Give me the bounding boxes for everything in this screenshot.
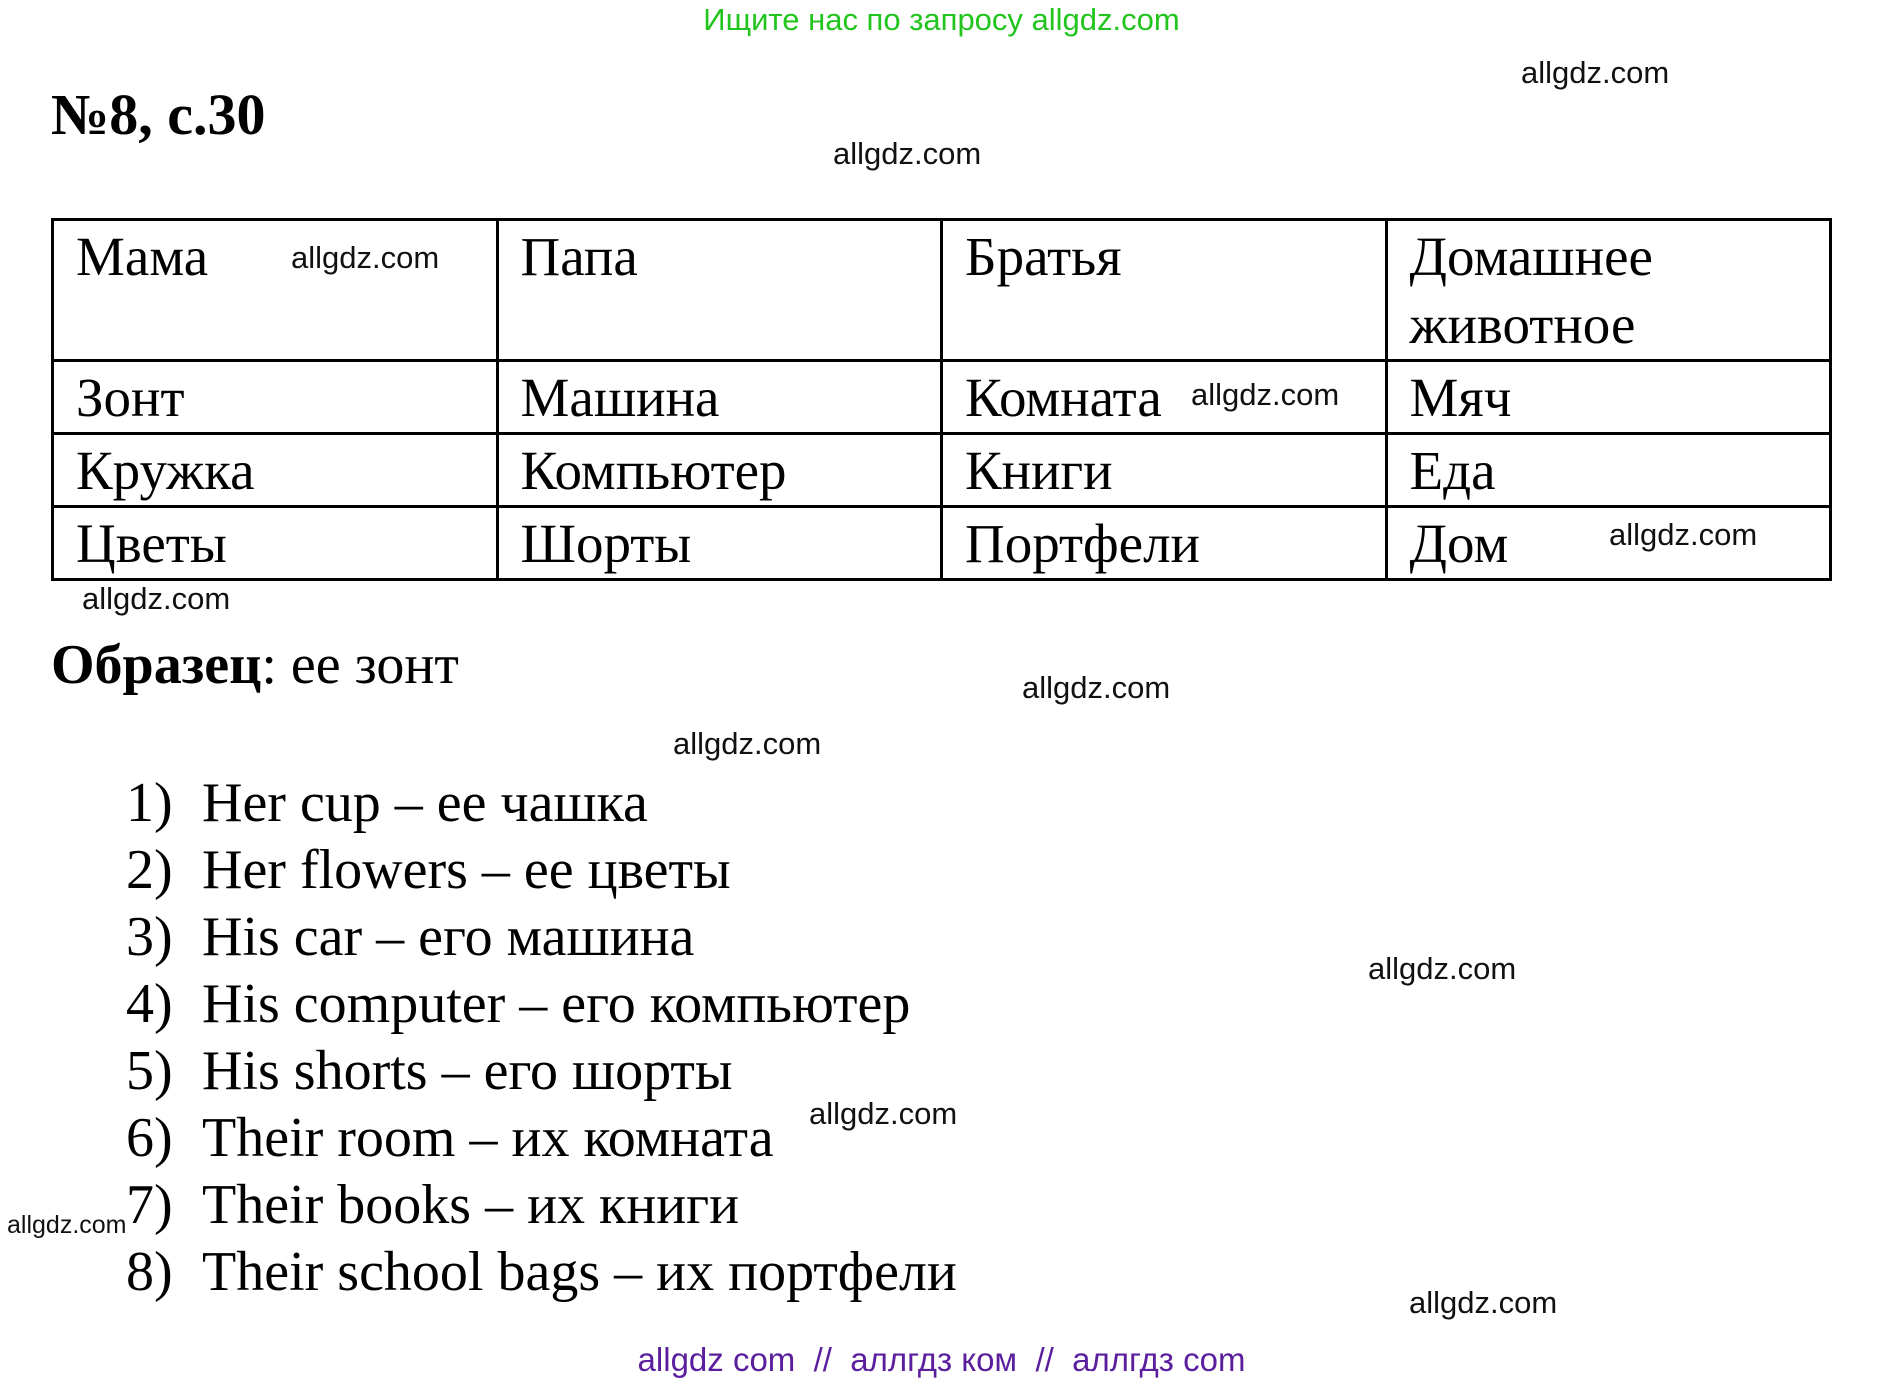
- table-cell: Комната: [942, 361, 1387, 434]
- watermark: allgdz.com: [1521, 55, 1670, 90]
- item-number: 2): [126, 839, 173, 901]
- watermark: allgdz.com: [7, 1211, 127, 1239]
- item-text: Their room – их комната: [202, 1107, 774, 1169]
- bottom-banner: allgdz com // аллгдз ком // аллгдз com: [637, 1341, 1246, 1378]
- table-cell: Машина: [497, 361, 942, 434]
- item-text: His computer – его компьютер: [202, 973, 911, 1035]
- list-item: [126, 904, 694, 971]
- table-cell: Мяч: [1386, 361, 1831, 434]
- item-number: 7): [126, 1174, 173, 1236]
- list-item: [126, 971, 910, 1038]
- exercise-title: №8, с.30: [51, 82, 266, 147]
- table-cell: Книги: [942, 434, 1387, 507]
- list-item: [126, 1172, 739, 1239]
- watermark: allgdz.com: [833, 136, 982, 171]
- table-cell: Шорты: [497, 507, 942, 580]
- watermark: allgdz.com: [1368, 951, 1517, 986]
- table-header-cell: Мама: [53, 220, 498, 361]
- table-header-cell: Папа: [497, 220, 942, 361]
- watermark: allgdz.com: [809, 1096, 958, 1131]
- watermark: allgdz.com: [1409, 1285, 1558, 1320]
- item-number: 4): [126, 973, 173, 1035]
- top-banner: Ищите нас по запросу allgdz.com: [703, 2, 1180, 37]
- sample-line: [51, 634, 459, 696]
- table-cell: Компьютер: [497, 434, 942, 507]
- item-text: Their books – их книги: [202, 1174, 740, 1236]
- table-header-cell: Домашнее животное: [1386, 220, 1831, 361]
- sample-label: Образец: [51, 634, 262, 696]
- item-text: His shorts – его шорты: [202, 1040, 733, 1102]
- table-cell: Зонт: [53, 361, 498, 434]
- item-text: Their school bags – их портфели: [202, 1241, 957, 1303]
- item-number: 8): [126, 1241, 173, 1303]
- list-item: [126, 1038, 733, 1105]
- watermark: allgdz.com: [82, 581, 231, 616]
- table-cell: Портфели: [942, 507, 1387, 580]
- watermark: allgdz.com: [1022, 670, 1171, 705]
- sample-text: : ее зонт: [261, 634, 459, 696]
- watermark: allgdz.com: [673, 726, 822, 761]
- table-cell: Дом: [1386, 507, 1831, 580]
- watermark: allgdz.com: [1191, 377, 1340, 412]
- table-row: [53, 361, 1831, 434]
- item-text: Her flowers – ее цветы: [202, 839, 731, 901]
- item-number: 3): [126, 906, 173, 968]
- watermark: allgdz.com: [1609, 517, 1758, 552]
- list-item: [126, 837, 731, 904]
- item-text: His car – его машина: [202, 906, 695, 968]
- list-item: [126, 770, 648, 837]
- table-cell: Цветы: [53, 507, 498, 580]
- table-header-cell: Братья: [942, 220, 1387, 361]
- table-cell: Еда: [1386, 434, 1831, 507]
- list-item: [126, 1239, 957, 1306]
- table-row: [53, 507, 1831, 580]
- item-number: 5): [126, 1040, 173, 1102]
- list-item: [126, 1105, 774, 1172]
- table-row: [53, 434, 1831, 507]
- item-text: Her cup – ее чашка: [202, 772, 648, 834]
- item-number: 6): [126, 1107, 173, 1169]
- table-cell: Кружка: [53, 434, 498, 507]
- watermark: allgdz.com: [291, 240, 440, 275]
- item-number: 1): [126, 772, 173, 834]
